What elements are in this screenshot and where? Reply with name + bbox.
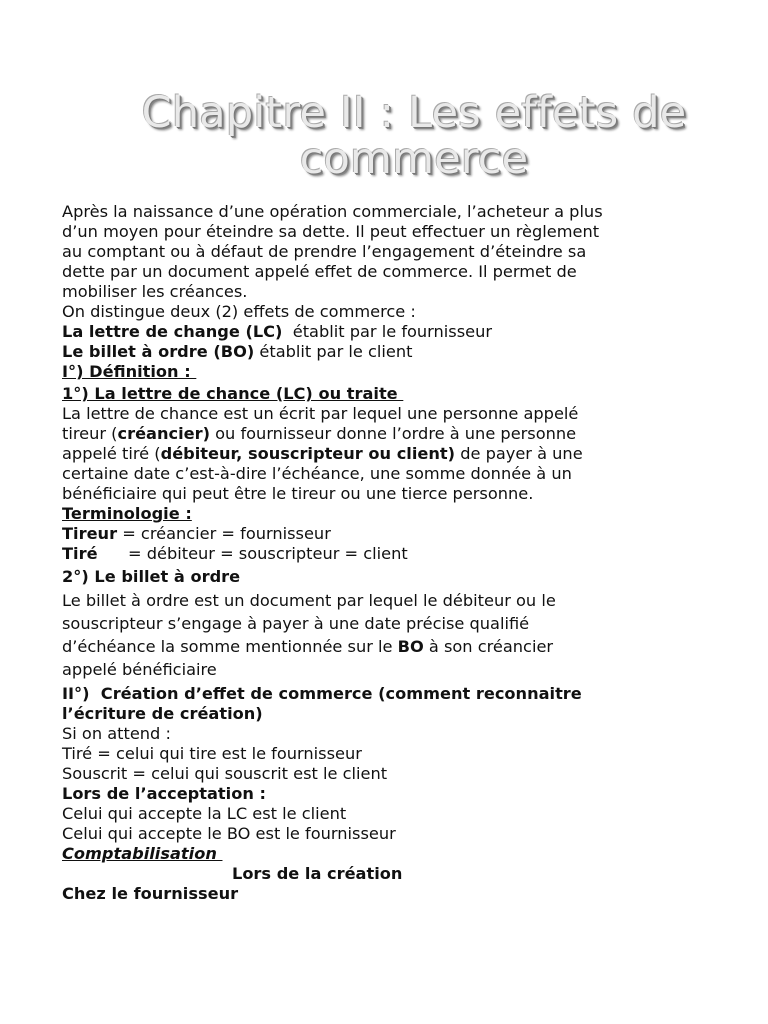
lc-label: La lettre de change (LC) bbox=[62, 322, 283, 341]
lc-line bbox=[62, 322, 712, 342]
bo-text: établit par le client bbox=[254, 342, 413, 361]
chapter-title-line2: commerce bbox=[299, 134, 529, 184]
lc-text: établit par le fournisseur bbox=[282, 322, 493, 341]
lc-def-bold: débiteur, souscripteur ou client) bbox=[160, 444, 456, 463]
bo-def-line: souscripteur s’engage à payer à une date précise qualifié bbox=[62, 614, 530, 633]
document-body bbox=[62, 202, 712, 904]
bo-line bbox=[62, 342, 712, 362]
intro-line: mobiliser les créances. bbox=[62, 282, 248, 301]
bo-def-line: appelé bénéficiaire bbox=[62, 660, 217, 679]
comptabilisation-heading: Comptabilisation bbox=[62, 844, 223, 863]
subsection-lc-heading: 1°) La lettre de chance (LC) ou traite bbox=[62, 384, 404, 403]
tireur-label: Tireur bbox=[62, 524, 118, 543]
tire-line bbox=[62, 544, 712, 564]
lc-def-line: La lettre de chance est un écrit par lequel une personne appelé bbox=[62, 404, 579, 423]
chapter-title-line1: Chapitre II : Les effets de bbox=[141, 88, 687, 138]
lc-def-text: tireur ( bbox=[62, 424, 118, 443]
terminology-heading: Terminologie : bbox=[62, 504, 192, 523]
creation-subheading: Lors de la création bbox=[232, 864, 403, 883]
accept-bo-line: Celui qui accepte le BO est le fournisseur bbox=[62, 824, 396, 843]
lc-def-line bbox=[62, 424, 712, 444]
bo-def-bold: BO bbox=[397, 637, 424, 656]
intro-line: d’un moyen pour éteindre sa dette. Il peut effectuer un règlement bbox=[62, 222, 600, 241]
distinguish-text: On distingue deux (2) effets de commerce : bbox=[62, 302, 416, 321]
section-definition-heading: I°) Définition : bbox=[62, 362, 197, 381]
bo-label: Le billet à ordre (BO) bbox=[62, 342, 255, 361]
intro-line: Après la naissance d’une opération commerciale, l’acheteur a plus bbox=[62, 202, 603, 221]
tireur-text: = créancier = fournisseur bbox=[117, 524, 331, 543]
tireur-line bbox=[62, 524, 712, 544]
lc-def-text: de payer à une bbox=[455, 444, 583, 463]
lc-def-line bbox=[62, 444, 712, 464]
souscrit-definition: Souscrit = celui qui souscrit est le client bbox=[62, 764, 388, 783]
section-creation-line: l’écriture de création) bbox=[62, 704, 263, 723]
si-on-attend: Si on attend : bbox=[62, 724, 171, 743]
intro-line: dette par un document appelé effet de commerce. Il permet de bbox=[62, 262, 577, 281]
lc-def-text: appelé tiré ( bbox=[62, 444, 161, 463]
chapter-title bbox=[0, 90, 768, 182]
tire-text: = débiteur = souscripteur = client bbox=[128, 544, 408, 563]
subsection-bo-heading: 2°) Le billet à ordre bbox=[62, 567, 241, 586]
intro-paragraph bbox=[62, 202, 712, 302]
lc-def-bold: créancier) bbox=[117, 424, 210, 443]
intro-line: au comptant ou à défaut de prendre l’engagement d’éteindre sa bbox=[62, 242, 587, 261]
lc-definition-paragraph bbox=[62, 404, 712, 504]
bo-def-text: à son créancier bbox=[423, 637, 554, 656]
tire-label: Tiré bbox=[62, 544, 98, 563]
acceptation-heading: Lors de l’acceptation : bbox=[62, 784, 266, 803]
bo-def-line: Le billet à ordre est un document par lequel le débiteur ou le bbox=[62, 591, 556, 610]
bo-def-line bbox=[62, 635, 712, 658]
tire-definition: Tiré = celui qui tire est le fournisseur bbox=[62, 744, 362, 763]
accept-lc-line: Celui qui accepte la LC est le client bbox=[62, 804, 347, 823]
lc-def-line: bénéficiaire qui peut être le tireur ou une tierce personne. bbox=[62, 484, 534, 503]
section-creation-heading bbox=[62, 684, 712, 724]
supplier-subheading: Chez le fournisseur bbox=[62, 884, 239, 903]
lc-def-text: ou fournisseur donne l’ordre à une personne bbox=[210, 424, 577, 443]
lc-def-line: certaine date c’est-à-dire l’échéance, une somme donnée à un bbox=[62, 464, 572, 483]
section-creation-line: II°) Création d’effet de commerce (comment reconnaitre bbox=[62, 684, 582, 703]
bo-definition-paragraph bbox=[62, 589, 712, 681]
bo-def-text: d’échéance la somme mentionnée sur le bbox=[62, 637, 398, 656]
